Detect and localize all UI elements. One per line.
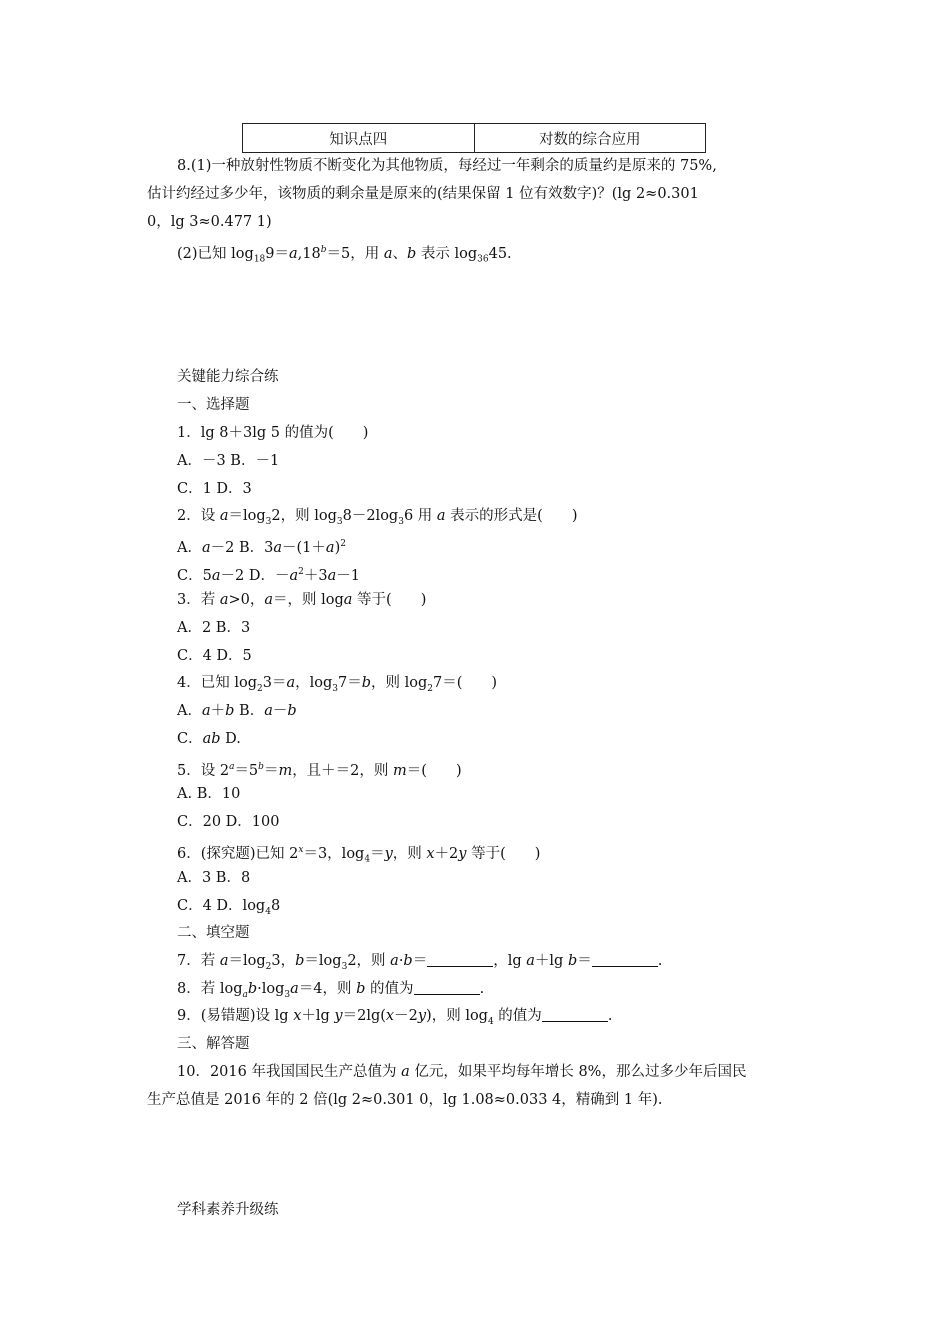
question-10-line1: 10．2016 年我国国民生产总值为 a 亿元，如果平均每年增长 8%，那么过多少年后国民 xyxy=(177,1064,747,1080)
fill-question-8: 8．若 $\log_ab\cdot\log_3a=4$，则 b 的值为 . xyxy=(177,981,485,1000)
question-2-options-cd: C．5a－2 D．$-a^2+3a-1$ xyxy=(177,567,360,584)
question-6-options-ab: A．3 B．8 xyxy=(177,870,251,886)
question-4-options-cd: C．ab D. xyxy=(177,731,241,747)
question-10-line2: 生产总值是 2016 年的 2 倍(lg 2≈0.301 0，lg 1.08≈0.033 4，精确到 1 年). xyxy=(147,1092,663,1108)
question-5-options-ab: A. B．10 xyxy=(177,786,241,802)
question-2-options-ab: A．a－2 B．$3a-(1+a)^2$ xyxy=(177,539,346,556)
question-2: 2．设 $a=\log_32$，则 $\log_38-2\log_36$ 用 a 表示的形式是( ) xyxy=(177,508,578,527)
question-3-options-cd: C．4 D．5 xyxy=(177,648,252,664)
question-1-options-cd: C．1 D．3 xyxy=(177,481,252,497)
question-4: 4．已知 $\log_23=a$，$\log_37=b$，则 $\log_27=$( ) xyxy=(177,675,498,694)
question-3-options-ab: A．2 B．3 xyxy=(177,620,251,636)
table-cell-topic: 知识点四 xyxy=(243,124,475,153)
question-1-options-ab: A．－3 B．－1 xyxy=(177,453,280,469)
q8-part2: (2)已知 $\log_{18}9=a,18^b=5$，用 a、b 表示 $\log_{36}45$. xyxy=(177,245,512,265)
q8-part1-line1: 8.(1)一种放射性物质不断变化为其他物质，每经过一年剩余的质量约是原来的 75%, xyxy=(177,158,717,174)
answer-blank[interactable] xyxy=(427,952,493,967)
section-fill-in: 二、填空题 xyxy=(177,925,250,941)
question-4-options-ab: A．a＋b B．a－b xyxy=(177,703,297,719)
fill-question-7: 7．若 $a=\log_23$，$b=\log_32$，则 a·b＝ ，lg a＋lg b＝ . xyxy=(177,953,663,972)
answer-blank[interactable] xyxy=(542,1007,608,1022)
knowledge-table xyxy=(242,123,706,153)
section-solve: 三、解答题 xyxy=(177,1036,250,1052)
section-key-abilities: 关键能力综合练 xyxy=(177,369,279,385)
q8-part1-line2: 估计约经过多少年，该物质的剩余量是原来的(结果保留 1 位有效数字)？(lg 2≈0.301 xyxy=(147,186,699,202)
answer-blank[interactable] xyxy=(592,952,658,967)
section-choice: 一、选择题 xyxy=(177,397,250,413)
q8-part1-line3: 0，lg 3≈0.477 1) xyxy=(147,214,272,230)
question-6-options-cd: C．4 D．$\log_48$ xyxy=(177,898,281,917)
question-5: 5．设 $2^a=5^b=m$，且＋＝2，则 m＝( ) xyxy=(177,762,462,779)
question-3: 3．若 a>0，a＝，则 loga 等于( ) xyxy=(177,592,427,608)
section-core-literacy: 学科素养升级练 xyxy=(177,1202,279,1218)
question-6: 6．(探究题)已知 $2^x=3$，$\log_4=y$，则 x＋2y 等于( ) xyxy=(177,845,541,865)
question-1: 1．lg 8＋3lg 5 的值为( ) xyxy=(177,425,369,441)
question-5-options-cd: C．20 D．100 xyxy=(177,814,280,830)
fill-question-9: 9．(易错题)设 lg x＋lg y＝2lg(x－2y)，则 $\log_4$ 的值为 . xyxy=(177,1008,613,1027)
table-cell-title: 对数的综合应用 xyxy=(474,124,706,153)
answer-blank[interactable] xyxy=(414,980,480,995)
